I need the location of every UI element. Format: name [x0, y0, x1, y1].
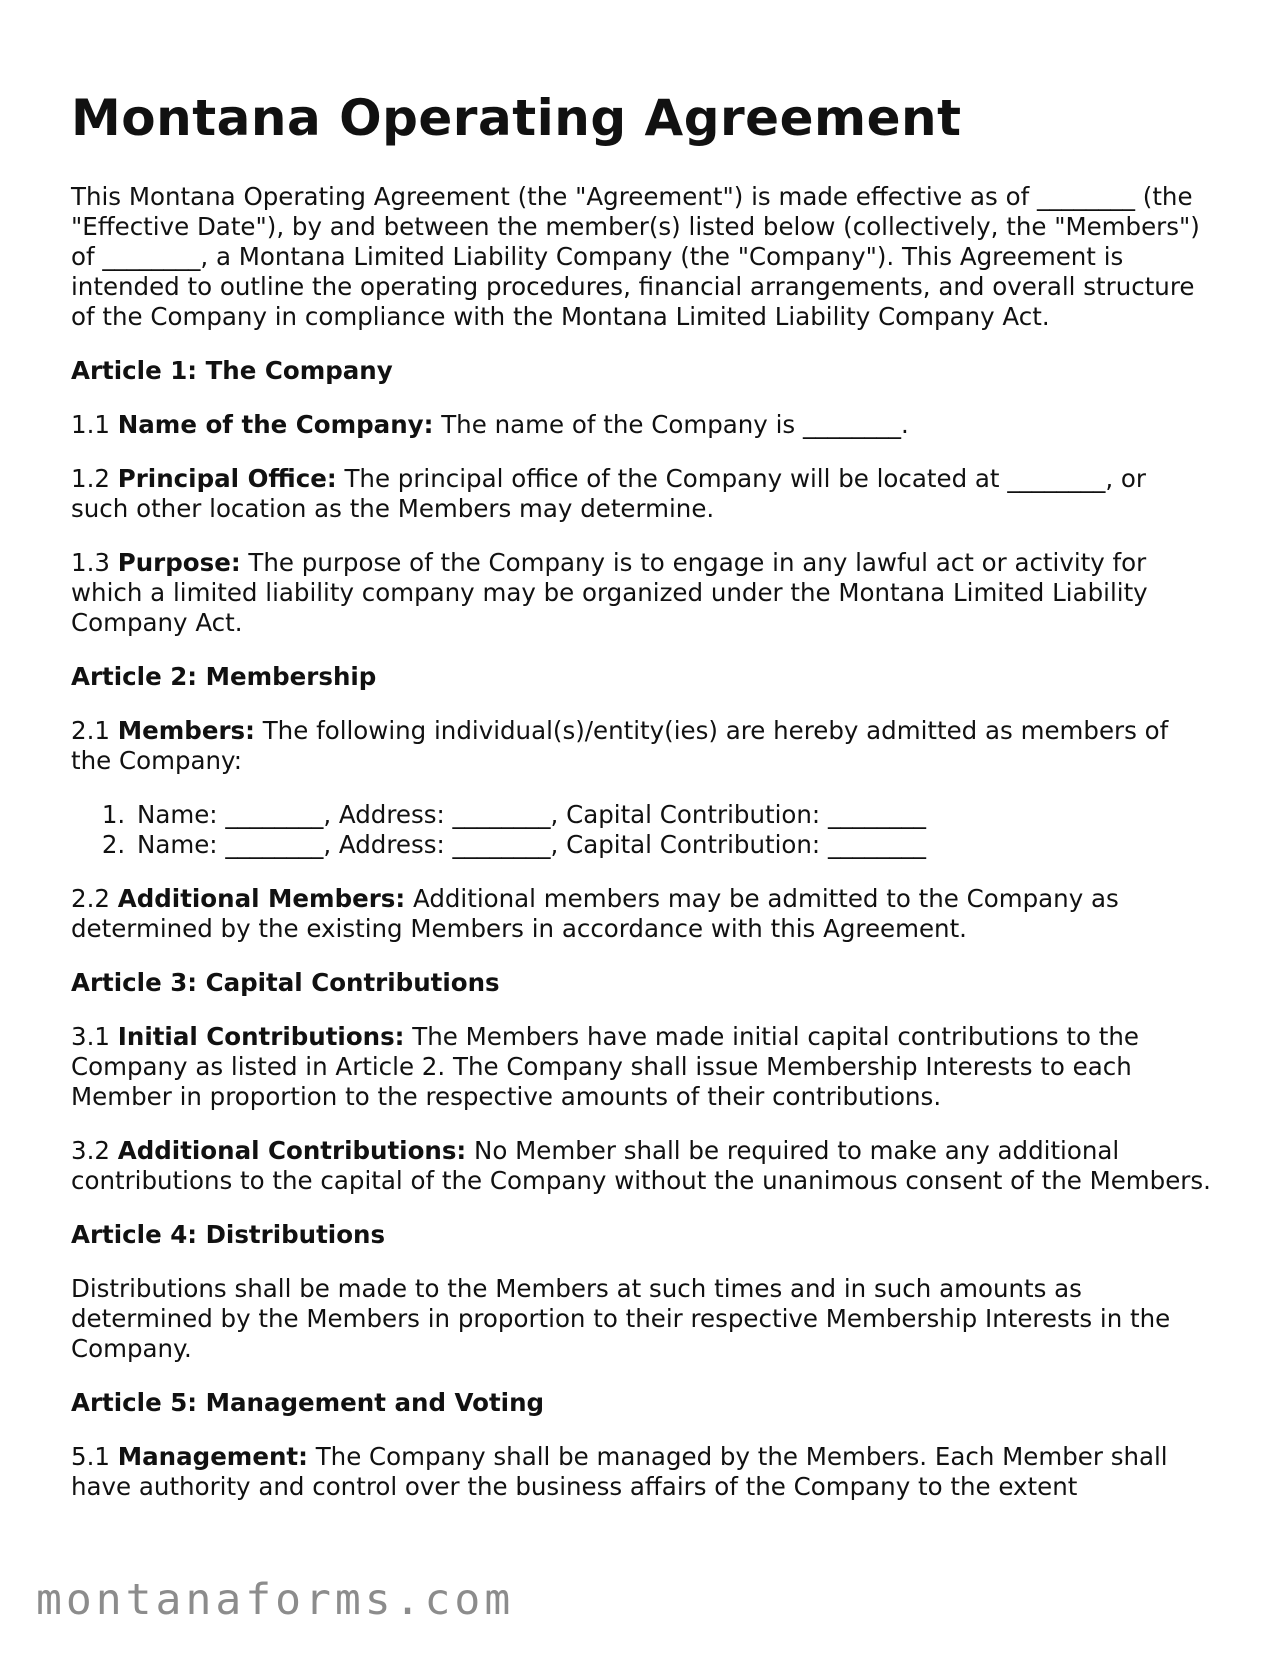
section-number: 2.2 [71, 884, 110, 913]
section-number: 3.2 [71, 1136, 110, 1165]
section-text: No Member shall be required to make any additional contributions to the capital of the Company without the unanimous consent of the Members. [71, 1136, 1211, 1195]
section-number: 1.1 [71, 410, 110, 439]
member-entry: 2. Name: ________, Address: ________, Capital Contribution: ________ [133, 830, 1211, 860]
section-label: Initial Contributions: [117, 1022, 405, 1051]
document-page [71, 80, 1211, 1526]
section-label: Purpose: [117, 548, 241, 577]
article-4-heading: Article 4: Distributions [71, 1220, 386, 1249]
section-1-2 [71, 464, 1211, 524]
section-number: 2.1 [71, 716, 110, 745]
section-text: The Members have made initial capital contributions to the Company as listed in Article 2. The Company shall issue Membership Interests to each Member in proportion to the respective amounts of their contributions. [71, 1022, 1140, 1111]
section-number: 3.1 [71, 1022, 110, 1051]
section-3-1 [71, 1022, 1211, 1112]
section-1-3 [71, 548, 1211, 638]
section-text: The Company shall be managed by the Members. Each Member shall have authority and control over the business affairs of the Company to the extent [71, 1442, 1168, 1501]
section-label: Members: [117, 716, 255, 745]
section-text: Additional members may be admitted to the Company as determined by the existing Members in accordance with this Agreement. [71, 884, 1119, 943]
section-label: Additional Members: [117, 884, 406, 913]
section-label: Additional Contributions: [117, 1136, 467, 1165]
section-text: The purpose of the Company is to engage in any lawful act or activity for which a limited liability company may be organized under the Montana Limited Liability Company Act. [71, 548, 1148, 637]
section-2-1 [71, 716, 1211, 776]
site-watermark: montanaforms.com [36, 1575, 515, 1625]
document-title: Montana Operating Agreement [71, 89, 962, 147]
article-4-text: Distributions shall be made to the Members at such times and in such amounts as determined by the Members in proportion to their respective Membership Interests in the Company. [71, 1274, 1171, 1363]
section-label: Management: [117, 1442, 308, 1471]
section-5-1 [71, 1442, 1211, 1502]
article-3-heading: Article 3: Capital Contributions [71, 968, 500, 997]
section-label: Principal Office: [117, 464, 337, 493]
intro-paragraph: This Montana Operating Agreement (the "Agreement") is made effective as of ________ (the "Effective Date"), by and between the member(s) listed below (collectively, the "Members") of ________, a Montana Limited Liability Company (the "Company"). This Agreement is intended to outline the operating procedures, financial arrangements, and overall structure of the Company in compliance with the Montana Limited Liability Company Act. [71, 182, 1200, 331]
section-number: 5.1 [71, 1442, 110, 1471]
section-number: 1.2 [71, 464, 110, 493]
section-2-2 [71, 884, 1211, 944]
members-list [71, 800, 1211, 860]
member-entry: 1. Name: ________, Address: ________, Capital Contribution: ________ [133, 800, 1211, 830]
section-1-1 [71, 410, 1211, 440]
section-text: The following individual(s)/entity(ies) are hereby admitted as members of the Company: [71, 716, 1169, 775]
section-text: The name of the Company is ________. [441, 410, 909, 439]
article-2-heading: Article 2: Membership [71, 662, 377, 691]
section-3-2 [71, 1136, 1211, 1196]
section-number: 1.3 [71, 548, 110, 577]
section-label: Name of the Company: [117, 410, 434, 439]
article-1-heading: Article 1: The Company [71, 356, 393, 385]
section-text: The principal office of the Company will be located at ________, or such other location as the Members may determine. [71, 464, 1146, 523]
article-5-heading: Article 5: Management and Voting [71, 1388, 545, 1417]
